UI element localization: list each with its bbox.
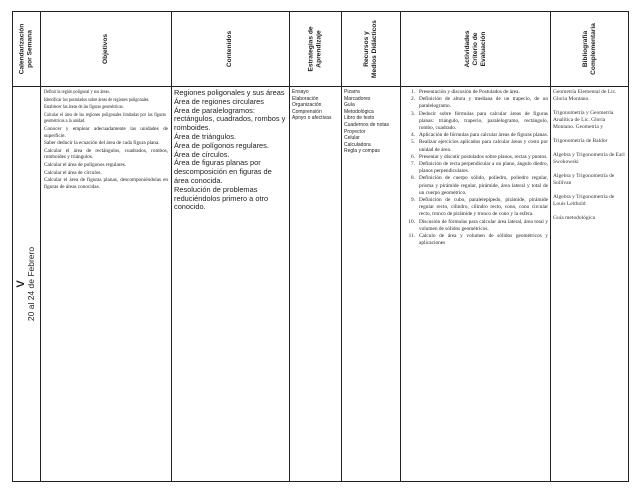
activity-item — [402, 154, 548, 161]
objective-item: Conocer y emplear adecuadamente las unidades de superficie. — [44, 125, 168, 139]
activity-text: Definición de recta perpendicular a un plano, ángulo diedro, planos perpendiculares. — [419, 161, 548, 175]
activities-cell — [401, 87, 551, 482]
objectives-cell — [41, 87, 172, 482]
activity-number: 8. — [411, 175, 415, 182]
content-item: Área de figuras planas por descomposición en figuras de área conocida. — [174, 158, 272, 185]
activity-text: Aplicación de fórmulas para calcular áreas de figuras planas. — [419, 132, 548, 139]
resource-item: Guía — [344, 102, 355, 109]
strategy-item: Apoyo o afectivas — [292, 115, 332, 122]
strategies-cell — [290, 87, 342, 482]
bibliography-item: Trigonometría de Baldor — [553, 138, 608, 144]
activity-number: 3. — [411, 110, 415, 117]
header-contents-cell — [172, 12, 290, 87]
content-item: Área de paralelogramos: rectángulos, cuadrados, rombos y romboides. — [174, 105, 286, 133]
activity-item — [402, 139, 548, 153]
activity-text: Discusión de fórmulas para calcular área lateral, área total y volumen de sólidos geométricos. — [419, 218, 548, 232]
activity-item — [402, 96, 548, 110]
header-bibliography: Bibliografía Complementaria — [581, 23, 597, 75]
header-bibliography-cell — [551, 12, 629, 87]
activity-item — [402, 233, 548, 247]
resource-item: Celular — [344, 135, 360, 142]
header-calendar-cell — [13, 12, 41, 87]
objective-item: Saber deducir la ecuación del área de cada figura plana. — [44, 140, 160, 147]
objective-item: Definir la región poligonal y sus áreas. — [44, 89, 111, 95]
activity-number: 7. — [411, 161, 415, 168]
bibliography-item: Guía metodológica — [553, 215, 596, 221]
week-number: V — [15, 280, 28, 288]
bibliography-cell — [551, 87, 629, 482]
activity-item — [402, 219, 548, 233]
activity-number: 6. — [411, 153, 415, 160]
activity-item — [402, 175, 548, 197]
content-item: Área de triángulos. — [174, 131, 237, 141]
resource-item: Libro de texto — [344, 115, 375, 122]
activity-text: Presentar y discutir postulados sobre planos, rectas y puntos. — [419, 153, 548, 160]
strategy-item: Organización — [292, 102, 322, 109]
resource-item: Calculadora — [344, 141, 371, 148]
resource-item: Pizarra — [344, 89, 360, 95]
objective-item: Establecer las áreas de las figuras geométricas. — [44, 104, 124, 111]
activity-text: Realizar ejercicios aplicados para calcular áreas y costo por unidad de área. — [419, 139, 548, 153]
header-row — [13, 12, 629, 87]
activity-item — [402, 161, 548, 175]
activity-number: 9. — [411, 197, 415, 204]
objective-item: Calcular el área de polígonos regulares. — [44, 161, 127, 168]
strategy-item: Ensayo — [292, 89, 309, 95]
bibliography-item: Trigonometría y Geometría Analítica de Lic. Gloria Montano. Geometría y — [553, 110, 614, 130]
resource-item: Cuadernos de notas — [344, 121, 390, 128]
resources-cell — [342, 87, 401, 482]
header-resources: Recursos y Medios Didácticos — [363, 20, 378, 78]
objective-item: Calcular el área de círculos. — [44, 169, 102, 176]
bibliography-item: Geometría Elemental de Lic. Gloria Montano. — [553, 89, 617, 102]
activity-text: Definición de cuerpo sólido, poliedro, poliedro regular, prisma y pirámide regular, pirámide, área lateral y total de un cuerpo geométrico. — [419, 175, 548, 196]
activity-item — [402, 197, 548, 219]
objective-item: Calcular el área de las regiones poligonales limitadas por las figuras geométricas a la unidad. — [44, 111, 167, 125]
strategy-item: Elaboración — [292, 95, 319, 102]
header-contents: Contenidos — [226, 30, 234, 68]
activity-item — [402, 111, 548, 133]
header-objectives: Objetivos — [101, 33, 109, 65]
resource-item: Metodológica — [344, 108, 374, 115]
header-strategies: Estrategias de Aprendizaje — [307, 26, 323, 72]
content-item: Regiones poligonales y sus áreas — [174, 88, 285, 97]
header-activities: Actividades Criterio de Evaluación — [463, 30, 487, 68]
header-strategies-cell — [290, 12, 342, 87]
activity-item — [402, 132, 548, 139]
week-label — [17, 247, 37, 321]
resource-item: Regla y compas — [344, 148, 380, 155]
activity-number: 2. — [411, 96, 415, 103]
header-activities-cell — [401, 12, 551, 87]
objective-item: Calcular el área de figuras planas, descomponiéndolas en figuras de áreas conocidas. — [44, 177, 168, 190]
week-dates: 20 al 24 de Febrero — [26, 246, 37, 322]
activity-number: 5. — [411, 139, 415, 146]
week-row — [13, 87, 629, 482]
content-item: Área de círculos. — [174, 149, 230, 159]
content-item: Área de polígonos regulares. — [174, 140, 269, 150]
activity-text: Definición de altura y mediana de un trapecio, de un paralelogramo. — [419, 96, 548, 110]
activity-text: Calculo de área y volumen de sólidos geométricos y aplicaciones — [419, 233, 548, 247]
activity-number: 10. — [408, 218, 415, 225]
activity-text: Presentación y discusión de Postulados de área. — [419, 89, 520, 95]
bibliography-item: Algebra y Trigonometría de Earl Swokowski — [553, 152, 625, 165]
activity-text: Definición de cubo, paralelepípedo, pirámide, pirámide regular recto, cilindro, cilindro recto, cono, cono circular recto, tronco de pirámide y tronco de cono y la esfera. — [419, 197, 548, 218]
bibliography-item: Algebra y Trigonometría de Louis Leithold — [553, 194, 615, 207]
activity-number: 4. — [411, 132, 415, 139]
header-resources-cell — [342, 12, 401, 87]
contents-cell — [172, 87, 290, 482]
content-item: Área de regiones circulares — [174, 96, 264, 106]
resource-item: Proyector — [344, 128, 366, 135]
objective-item: Calcular el área de rectángulos, cuadrados, rombos, romboides y triángulos. — [44, 147, 168, 161]
objective-item: Identificar los postulados sobre áreas de regiones poligonales. — [44, 96, 150, 103]
activity-number: 11. — [408, 233, 415, 240]
bibliography-item: Algebra y Trigonometría de Sullivan — [553, 173, 615, 186]
week-cell — [13, 87, 41, 482]
planning-table — [12, 11, 629, 482]
activity-text: Deducir sobre fórmulas para calcular áreas de figuras planas: triángulo, trapecio, paralelogramo, rectángulo, rombo, cuadrado. — [419, 110, 548, 132]
header-objectives-cell — [41, 12, 172, 87]
resource-item: Marcadores — [344, 95, 371, 102]
activity-number: 1. — [411, 89, 415, 95]
header-calendar: Calendarización por Semana — [18, 23, 34, 75]
content-item: Resolución de problemas reduciéndolos primero a otro conocido. — [174, 184, 269, 212]
strategy-item: Comprensión — [292, 108, 322, 115]
